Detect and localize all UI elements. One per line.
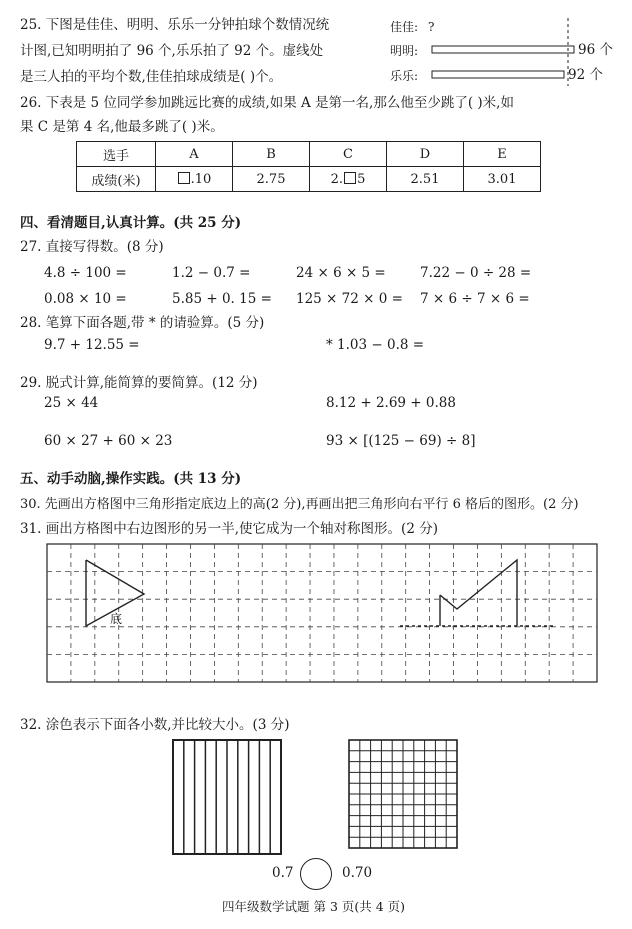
q32-title: 32. 涂色表示下面各小数,并比较大小。(3 分) xyxy=(20,717,290,733)
score-d: 2.51 xyxy=(387,167,464,192)
bar-mingming xyxy=(432,46,574,53)
long-jump-table xyxy=(76,141,541,192)
square-grid[interactable] xyxy=(46,543,598,683)
section-5-title: 五、动手动脑,操作实践。(共 13 分) xyxy=(20,471,242,487)
q27-item: 5.85 + 0. 15 = xyxy=(172,291,272,307)
score-a[interactable] xyxy=(156,167,233,192)
q27-title: 27. 直接写得数。(8 分) xyxy=(20,239,164,255)
player-b: B xyxy=(233,142,310,167)
q25-line2: 计图,已知明明拍了 96 个,乐乐拍了 92 个。虚线处 xyxy=(20,43,324,59)
q29-item: 60 × 27 + 60 × 23 xyxy=(44,433,173,449)
q31-text: 31. 画出方格图中右边图形的另一半,使它成为一个轴对称图形。(2 分) xyxy=(20,521,438,537)
section-4-title: 四、看清题目,认真计算。(共 25 分) xyxy=(20,215,242,231)
score-c[interactable] xyxy=(310,167,387,192)
q29-item: 8.12 + 2.69 + 0.88 xyxy=(326,395,456,411)
blank-box[interactable] xyxy=(178,172,190,184)
q27-item: 7 × 6 ÷ 7 × 6 = xyxy=(420,291,530,307)
row-label: 成绩(米) xyxy=(77,167,156,192)
q29-item: 25 × 44 xyxy=(44,395,99,411)
bar-value-mingming: 96 个 xyxy=(578,42,613,58)
q28-item: 9.7 + 12.55 = xyxy=(44,337,140,353)
player-a: A xyxy=(156,142,233,167)
q27-item: 7.22 − 0 ÷ 28 = xyxy=(420,265,532,281)
stripe-square[interactable] xyxy=(172,739,284,857)
q27-item: 0.08 × 10 = xyxy=(44,291,127,307)
score-b: 2.75 xyxy=(233,167,310,192)
bar-label-lele: 乐乐: xyxy=(390,69,419,83)
score-e: 3.01 xyxy=(464,167,541,192)
bar-label-mingming: 明明: xyxy=(390,44,419,58)
q26-line2: 果 C 是第 4 名,他最多跳了( )米。 xyxy=(20,119,224,135)
bar-lele xyxy=(432,71,564,78)
header-label: 选手 xyxy=(77,142,156,167)
hundred-grid-square[interactable] xyxy=(348,739,460,851)
q28-title: 28. 笔算下面各题,带 * 的请验算。(5 分) xyxy=(20,315,265,331)
score-c-prefix: 2. xyxy=(330,171,344,187)
q27-item: 125 × 72 × 0 = xyxy=(296,291,403,307)
compare-circle[interactable] xyxy=(300,858,332,890)
bar-label-jiajia: 佳佳: xyxy=(390,20,419,34)
bar-value-jiajia: ? xyxy=(428,20,435,34)
q27-item: 24 × 6 × 5 = xyxy=(296,265,386,281)
player-d: D xyxy=(387,142,464,167)
q28-item: * 1.03 − 0.8 = xyxy=(326,337,425,353)
table-row xyxy=(77,167,541,192)
grid-border xyxy=(47,544,597,682)
page-footer: 四年级数学试题 第 3 页(共 4 页) xyxy=(222,899,406,914)
half-figure-shape xyxy=(440,560,517,626)
q27-item: 1.2 − 0.7 = xyxy=(172,265,251,281)
player-c: C xyxy=(310,142,387,167)
table-row xyxy=(77,142,541,167)
q29-title: 29. 脱式计算,能简算的要简算。(12 分) xyxy=(20,375,258,391)
q27-item: 4.8 ÷ 100 = xyxy=(44,265,127,281)
q25-line3: 是三人拍的平均个数,佳佳拍球成绩是( )个。 xyxy=(20,69,283,85)
player-e: E xyxy=(464,142,541,167)
q29-item: 93 × [(125 − 69) ÷ 8] xyxy=(326,433,476,449)
q26-line1: 26. 下表是 5 位同学参加跳远比赛的成绩,如果 A 是第一名,那么他至少跳了( )米,如 xyxy=(20,95,514,111)
left-decimal: 0.7 xyxy=(272,865,294,881)
score-c-suffix: 5 xyxy=(357,171,366,187)
q30-text: 30. 先画出方格图中三角形指定底边上的高(2 分),再画出把三角形向右平行 6 格后的图形。(2 分) xyxy=(20,497,579,512)
q25-line1: 25. 下图是佳佳、明明、乐乐一分钟拍球个数情况统 xyxy=(20,17,330,33)
right-decimal: 0.70 xyxy=(342,865,373,881)
bar-value-lele: 92 个 xyxy=(568,67,603,83)
base-label: 底 xyxy=(110,612,123,626)
blank-box[interactable] xyxy=(344,172,356,184)
score-a-suffix: .10 xyxy=(190,171,212,187)
